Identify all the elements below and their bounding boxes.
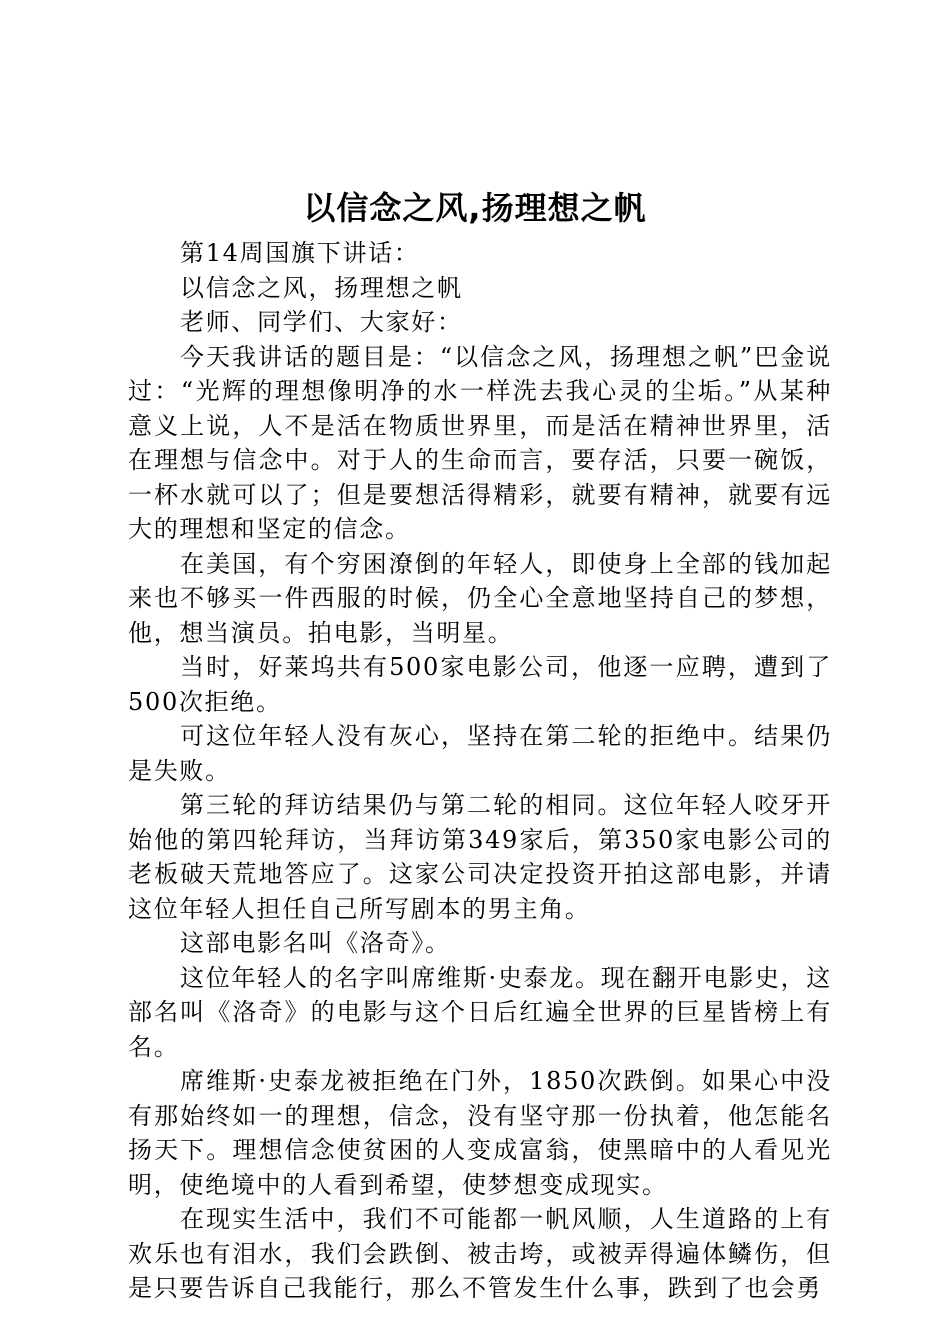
document-title: 以信念之风,扬理想之帆 (303, 189, 647, 227)
paragraph: 这位年轻人的名字叫席维斯·史泰龙。现在翻开电影史，这部名叫《洛奇》的电影与这个日后红遍全世界的巨星皆榜上有名。 (128, 963, 832, 1061)
paragraph: 第三轮的拜访结果仍与第二轮的相同。这位年轻人咬牙开始他的第四轮拜访，当拜访第349家后，第350家电影公司的老板破天荒地答应了。这家公司决定投资开拍这部电影，并请这位年轻人担任自己所写剧本的男主角。 (128, 791, 832, 923)
paragraph-speech-label: 第14周国旗下讲话： (180, 239, 420, 267)
paragraph: 在现实生活中，我们不可能都一帆风顺，人生道路的上有欢乐也有泪水，我们会跌倒、被击垮，或被弄得遍体鳞伤，但是只要告诉自己我能行，那么不管发生什么事，跌到了也会勇 (128, 1205, 832, 1302)
paragraph: 在美国，有个穷困潦倒的年轻人，即使身上全部的钱加起来也不够买一件西服的时候，仍全心全意地坚持自己的梦想，他，想当演员。拍电影，当明星。 (128, 549, 832, 647)
paragraph: 这部电影名叫《洛奇》。 (180, 929, 451, 957)
paragraph: 可这位年轻人没有灰心，坚持在第二轮的拒绝中。结果仍是失败。 (128, 722, 832, 785)
paragraph: 今天我讲话的题目是：“以信念之风，扬理想之帆”巴金说过：“光辉的理想像明净的水一样洗去我心灵的尘垢。”从某种意义上说，人不是活在物质世界里，而是活在精神世界里，活在理想与信念中。对于人的生命而言，要存活，只要一碗饭，一杯水就可以了；但是要想活得精彩，就要有精神，就要有远大的理想和坚定的信念。 (128, 342, 832, 543)
paragraph: 当时，好莱坞共有500家电影公司，他逐一应聘，遭到了500次拒绝。 (128, 653, 832, 716)
document-body (128, 236, 832, 1306)
paragraph: 席维斯·史泰龙被拒绝在门外，1850次跌倒。如果心中没有那始终如一的理想，信念，没有坚守那一份执着，他怎能名扬天下。理想信念使贫困的人变成富翁，使黑暗中的人看见光明，使绝境中的人看到希望，使梦想变成现实。 (128, 1067, 832, 1199)
paragraph-speech-title: 以信念之风，扬理想之帆 (180, 273, 463, 302)
paragraph-greeting: 老师、同学们、大家好： (180, 308, 463, 336)
